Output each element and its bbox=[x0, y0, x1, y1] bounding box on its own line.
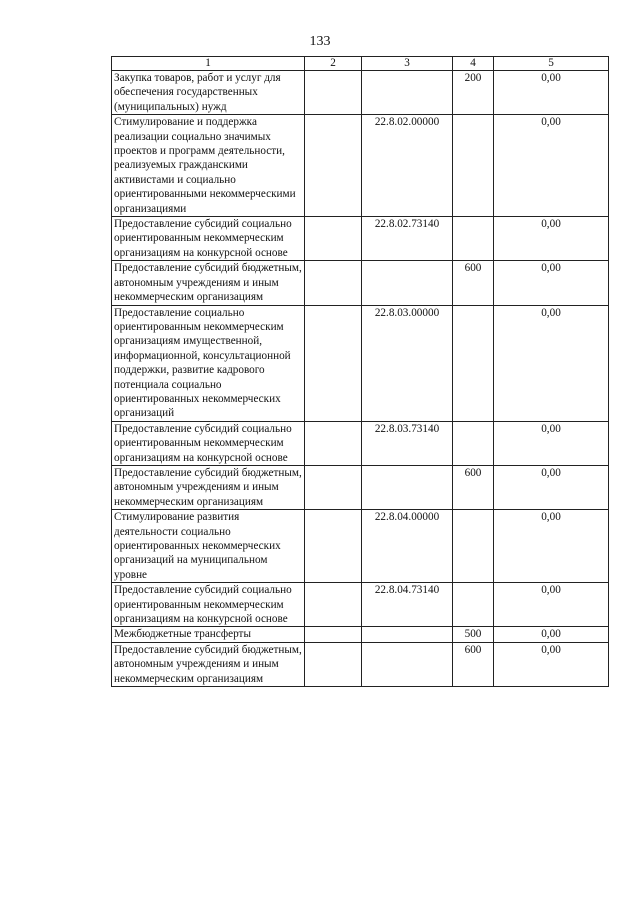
row-kind bbox=[453, 217, 494, 261]
row-kind bbox=[453, 421, 494, 465]
row-name: Предоставление субсидий социально ориентированным некоммерческим организациям на конкурсной основе bbox=[112, 217, 305, 261]
row-code: 22.8.02.73140 bbox=[362, 217, 453, 261]
header-col-5: 5 bbox=[494, 57, 609, 71]
row-code bbox=[362, 261, 453, 305]
row-amount: 0,00 bbox=[494, 642, 609, 686]
row-kind bbox=[453, 583, 494, 627]
table-row bbox=[112, 115, 609, 217]
table-row bbox=[112, 642, 609, 686]
row-kind bbox=[453, 115, 494, 217]
budget-table bbox=[111, 56, 609, 687]
row-col2 bbox=[305, 217, 362, 261]
row-code: 22.8.04.00000 bbox=[362, 510, 453, 583]
row-col2 bbox=[305, 627, 362, 642]
row-amount: 0,00 bbox=[494, 510, 609, 583]
row-name: Предоставление субсидий бюджетным, автономным учреждениям и иным некоммерческим организациям bbox=[112, 642, 305, 686]
table-row bbox=[112, 305, 609, 421]
header-col-1: 1 bbox=[112, 57, 305, 71]
row-kind: 600 bbox=[453, 261, 494, 305]
table-row bbox=[112, 421, 609, 465]
table-row bbox=[112, 217, 609, 261]
row-kind: 600 bbox=[453, 642, 494, 686]
row-kind: 200 bbox=[453, 71, 494, 115]
row-col2 bbox=[305, 71, 362, 115]
row-amount: 0,00 bbox=[494, 305, 609, 421]
row-code: 22.8.03.00000 bbox=[362, 305, 453, 421]
table-row bbox=[112, 261, 609, 305]
header-col-4: 4 bbox=[453, 57, 494, 71]
row-amount: 0,00 bbox=[494, 627, 609, 642]
row-col2 bbox=[305, 115, 362, 217]
row-kind: 600 bbox=[453, 465, 494, 509]
table-row bbox=[112, 465, 609, 509]
row-col2 bbox=[305, 465, 362, 509]
row-kind bbox=[453, 510, 494, 583]
row-amount: 0,00 bbox=[494, 421, 609, 465]
row-col2 bbox=[305, 261, 362, 305]
row-code bbox=[362, 465, 453, 509]
row-col2 bbox=[305, 583, 362, 627]
header-col-3: 3 bbox=[362, 57, 453, 71]
row-amount: 0,00 bbox=[494, 115, 609, 217]
row-col2 bbox=[305, 510, 362, 583]
row-name: Предоставление субсидий бюджетным, автономным учреждениям и иным некоммерческим организациям bbox=[112, 261, 305, 305]
header-col-2: 2 bbox=[305, 57, 362, 71]
row-code: 22.8.04.73140 bbox=[362, 583, 453, 627]
row-code bbox=[362, 642, 453, 686]
row-col2 bbox=[305, 421, 362, 465]
table-row bbox=[112, 583, 609, 627]
row-amount: 0,00 bbox=[494, 583, 609, 627]
row-code: 22.8.02.00000 bbox=[362, 115, 453, 217]
row-name: Стимулирование и поддержка реализации социально значимых проектов и программ деятельности, реализуемых гражданскими активистами и социально ориентированными некоммерческими организациями bbox=[112, 115, 305, 217]
row-kind bbox=[453, 305, 494, 421]
row-code: 22.8.03.73140 bbox=[362, 421, 453, 465]
row-code bbox=[362, 627, 453, 642]
table-row bbox=[112, 71, 609, 115]
table-body bbox=[112, 71, 609, 687]
row-amount: 0,00 bbox=[494, 217, 609, 261]
row-name: Предоставление социально ориентированным некоммерческим организациям имущественной, информационной, консультационной поддержки, развитие кадрового потенциала социально ориентированных некоммерческих организаций bbox=[112, 305, 305, 421]
row-col2 bbox=[305, 305, 362, 421]
row-name: Предоставление субсидий социально ориентированным некоммерческим организациям на конкурсной основе bbox=[112, 421, 305, 465]
row-amount: 0,00 bbox=[494, 261, 609, 305]
row-name: Межбюджетные трансферты bbox=[112, 627, 305, 642]
table-row bbox=[112, 510, 609, 583]
row-code bbox=[362, 71, 453, 115]
row-name: Предоставление субсидий бюджетным, автономным учреждениям и иным некоммерческим организациям bbox=[112, 465, 305, 509]
row-name: Закупка товаров, работ и услуг для обеспечения государственных (муниципальных) нужд bbox=[112, 71, 305, 115]
row-kind: 500 bbox=[453, 627, 494, 642]
row-col2 bbox=[305, 642, 362, 686]
table-header-row bbox=[112, 57, 609, 71]
row-name: Стимулирование развития деятельности социально ориентированных некоммерческих организаций на муниципальном уровне bbox=[112, 510, 305, 583]
row-name: Предоставление субсидий социально ориентированным некоммерческим организациям на конкурсной основе bbox=[112, 583, 305, 627]
row-amount: 0,00 bbox=[494, 465, 609, 509]
row-amount: 0,00 bbox=[494, 71, 609, 115]
table-row bbox=[112, 627, 609, 642]
page-number: 133 bbox=[309, 34, 331, 49]
